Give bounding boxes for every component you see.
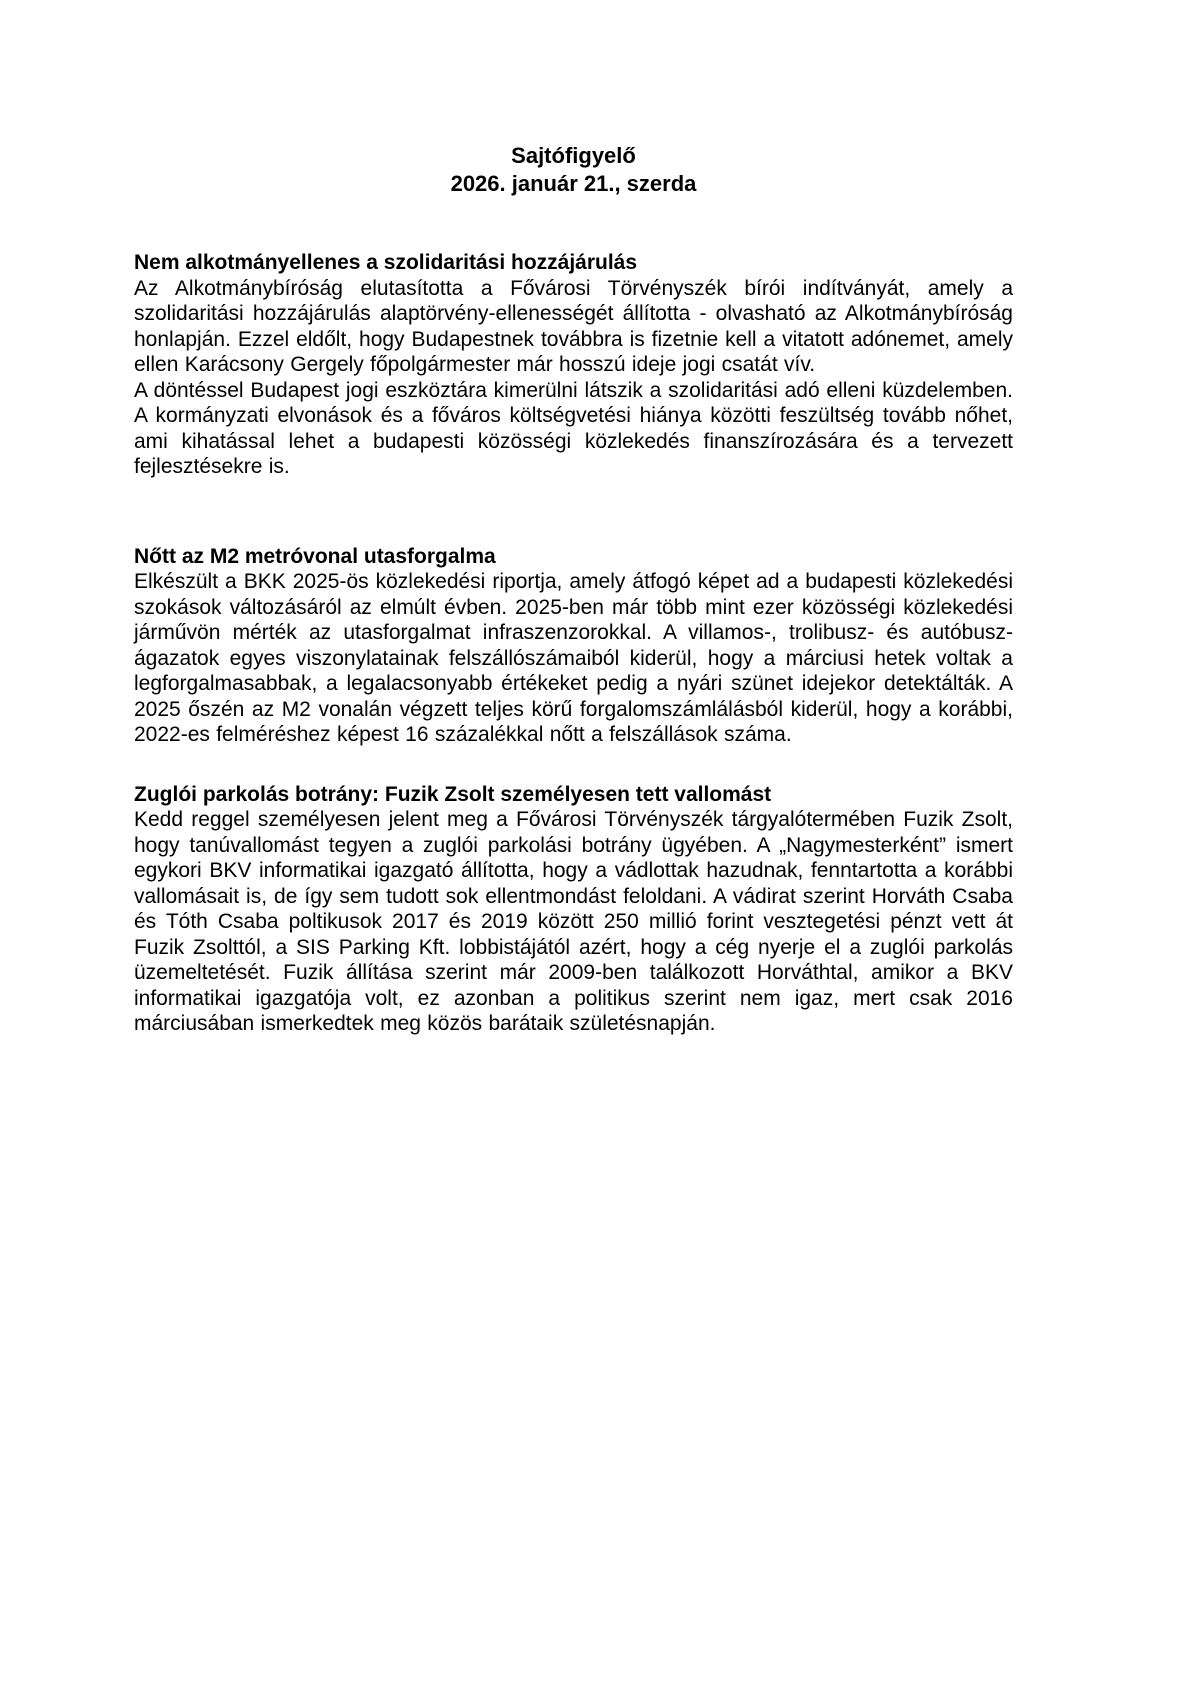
- section-paragraph: Kedd reggel személyesen jelent meg a Fővárosi Törvényszék tárgyalótermében Fuzik Zsolt, hogy tanúvallomást tegyen a zuglói parkolási botrány ügyében. A „Nagymesterként” ismert egykori BKV informatikai igazgató állította, hogy a vádlottak hazudnak, fenntartotta a korábbi vallomásait is, de így sem tudott sok ellentmondást feloldani. A vádirat szerint Horváth Csaba és Tóth Csaba poltikusok 2017 és 2019 között 250 millió forint vesztegetési pénzt vett át Fuzik Zsolttól, a SIS Parking Kft. lobbistájától azért, hogy a cég nyerje el a zuglói parkolás üzemeltetését. Fuzik állítása szerint már 2009-ben találkozott Horváthtal, amikor a BKV informatikai igazgatója volt, ez azonban a politikus szerint nem igaz, mert csak 2016 márciusában ismerkedtek meg közös barátaik születésnapján.: [134, 808, 1013, 1035]
- news-section-zuglo-parking-scandal: [134, 782, 1013, 1037]
- document-header: [134, 142, 1013, 198]
- section-paragraph: Elkészült a BKK 2025-ös közlekedési riportja, amely átfogó képet ad a budapesti közlekedési szokások változásáról az elmúlt évben. 2025-ben már több mint ezer közösségi közlekedési járművön mérték az utasforgalmat infraszenzorokkal. A villamos-, trolibusz- és autóbusz-ágazatok egyes viszonylatainak felszállószámaiból kiderül, hogy a márciusi hetek voltak a legforgalmasabbak, a legalacsonyabb értékeket pedig a nyári szünet idejekor detektálták. A 2025 őszén az M2 vonalán végzett teljes körű forgalomszámlálásból kiderül, hogy a korábbi, 2022-es felméréshez képest 16 százalékkal nőtt a felszállások száma.: [134, 570, 1013, 746]
- document-date: 2026. január 21., szerda: [450, 171, 697, 196]
- section-paragraph: A döntéssel Budapest jogi eszköztára kimerülni látszik a szolidaritási adó elleni küzdelemben. A kormányzati elvonások és a főváros költségvetési hiánya közötti feszültség tovább nőhet, ami kihatással lehet a budapesti közösségi közlekedés finanszírozására és a tervezett fejlesztésekre is.: [134, 378, 1013, 478]
- section-heading: Nőtt az M2 metróvonal utasforgalma: [134, 544, 496, 568]
- section-paragraph: Az Alkotmánybíróság elutasította a Fővárosi Törvényszék bírói indítványát, amely a szolidaritási hozzájárulás alaptörvény-ellenességét állította - olvasható az Alkotmánybíróság honlapján. Ezzel eldőlt, hogy Budapestnek továbbra is fizetnie kell a vitatott adónemet, amely ellen Karácsony Gergely főpolgármester már hosszú ideje jogi csatát vív.: [134, 276, 1013, 376]
- news-section-solidarity-ruling: [134, 250, 1013, 480]
- section-heading: Nem alkotmányellenes a szolidaritási hozzájárulás: [134, 251, 638, 274]
- document-title: Sajtófigyelő: [511, 143, 636, 168]
- news-section-m2-traffic: [134, 544, 1013, 748]
- section-heading: Zuglói parkolás botrány: Fuzik Zsolt személyesen tett vallomást: [134, 782, 772, 806]
